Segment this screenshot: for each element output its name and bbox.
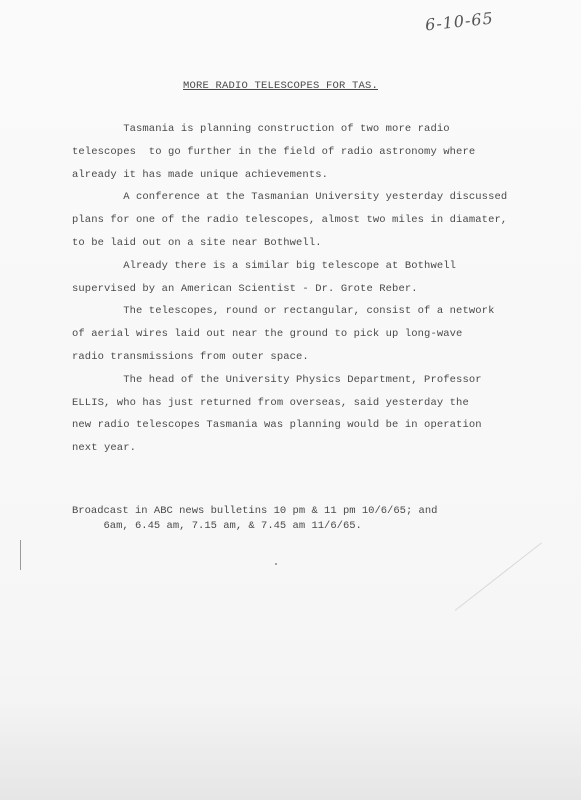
document-body [72,118,542,460]
paragraph-3: Already there is a similar big telescope at Bothwell supervised by an American Scientist - Dr. Grote Reber. [72,259,457,295]
paragraph-5: The head of the University Physics Department, Professor ELLIS, who has just returned from overseas, said yesterday the new radio telescopes Tasmania was planning would be in operation next year. [72,373,482,455]
margin-mark [20,540,21,570]
ink-speck [275,563,277,565]
broadcast-note: Broadcast in ABC news bulletins 10 pm & 11 pm 10/6/65; and 6am, 6.45 am, 7.15 am, & 7.45 am 11/6/65. [72,505,438,532]
paragraph-2: A conference at the Tasmanian University yesterday discussed plans for one of the radio telescopes, almost two miles in diamater, to be laid out on a site near Bothwell. [72,191,508,249]
paragraph-4: The telescopes, round or rectangular, consist of a network of aerial wires laid out near the ground to pick up long-wave radio transmissions from outer space. [72,305,495,363]
paragraph-1: Tasmania is planning construction of two more radio telescopes to go further in the field of radio astronomy where already it has made unique achievements. [72,123,476,181]
page-shadow [0,700,581,800]
document-title: MORE RADIO TELESCOPES FOR TAS. [183,80,379,92]
handwritten-date: 6-10-65 [424,8,495,35]
paper-crease [455,542,542,611]
